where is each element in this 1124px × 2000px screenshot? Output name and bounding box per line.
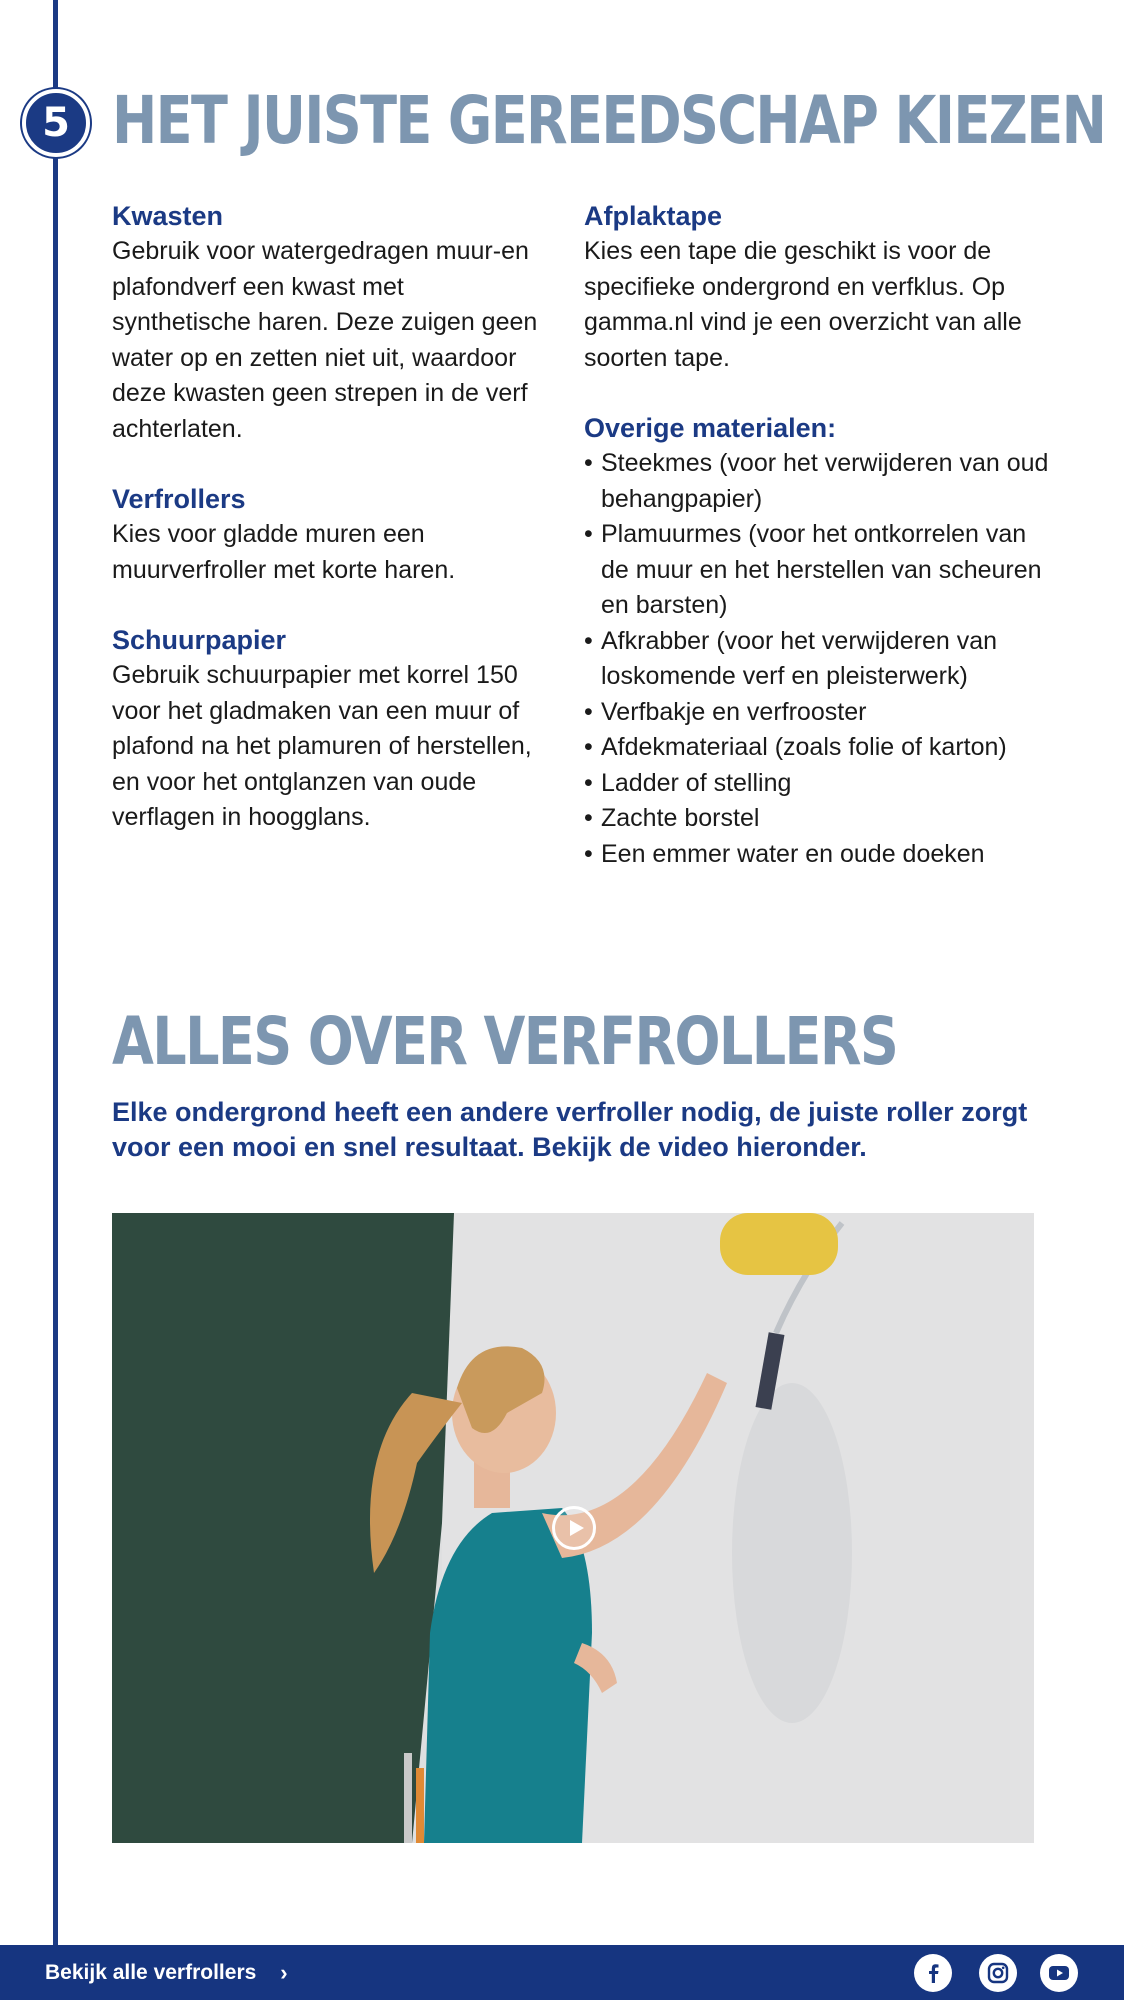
- rollers-section-title: ALLES OVER VERFROLLERS: [112, 1003, 898, 1080]
- facebook-icon-glyph: [922, 1962, 944, 1984]
- footer-bar: [0, 1945, 1124, 2000]
- tool-block-kwasten: [112, 198, 542, 447]
- chevron-right-icon: ›: [280, 1959, 288, 1985]
- video-player[interactable]: [112, 1213, 1034, 1843]
- tool-description: Kies een tape die geschikt is voor de specifieke ondergrond en verfklus. Op gamma.nl vind je een overzicht van alle soorten tape.: [584, 237, 1022, 372]
- facebook-icon[interactable]: [914, 1954, 952, 1992]
- section-title: HET JUISTE GEREEDSCHAP KIEZEN: [112, 82, 1106, 159]
- tool-block-afplaktape: [584, 198, 1054, 376]
- materials-block: [584, 410, 1054, 872]
- tools-left-column: [112, 198, 542, 870]
- tool-title: Afplaktape: [584, 201, 723, 231]
- list-item: • Afdekmateriaal (zoals folie of karton): [584, 730, 1054, 766]
- rollers-intro-text: Elke ondergrond heeft een andere verfroller nodig, de juiste roller zorgt voor een mooi en snel resultaat. Bekijk de video hieronder.: [112, 1097, 1028, 1162]
- step-number-badge: 5: [22, 89, 90, 157]
- materials-list: [584, 446, 1054, 872]
- tool-title: Kwasten: [112, 201, 224, 231]
- tool-block-verfrollers: [112, 481, 542, 588]
- instagram-icon-glyph: [986, 1961, 1010, 1985]
- tool-description: Kies voor gladde muren een muurverfroller met korte haren.: [112, 520, 456, 584]
- tool-title: Verfrollers: [112, 484, 246, 514]
- tool-description: Gebruik schuurpapier met korrel 150 voor het gladmaken van een muur of plafond na het plamuren of herstellen, en voor het ontglanzen van oude verflagen in hoogglans.: [112, 661, 532, 831]
- youtube-icon-glyph: [1047, 1961, 1071, 1985]
- view-all-rollers-link[interactable]: [45, 1945, 288, 2000]
- youtube-icon[interactable]: [1040, 1954, 1078, 1992]
- tool-block-schuurpapier: [112, 622, 542, 836]
- materials-title: Overige materialen:: [584, 413, 837, 443]
- footer-link-label: Bekijk alle verfrollers: [45, 1960, 257, 1984]
- tool-description: Gebruik voor watergedragen muur-en plafondverf een kwast met synthetische haren. Deze zuigen geen water op en zetten niet uit, waardoor deze kwasten geen strepen in de verf achterlaten.: [112, 237, 538, 443]
- list-item: • Verfbakje en verfrooster: [584, 695, 1054, 731]
- list-item: • Steekmes (voor het verwijderen van oud behangpapier): [584, 446, 1054, 517]
- list-item: • Plamuurmes (voor het ontkorrelen van de muur en het herstellen van scheuren en barsten): [584, 517, 1054, 624]
- play-button[interactable]: [552, 1506, 596, 1550]
- list-item: • Een emmer water en oude doeken: [584, 837, 1054, 873]
- tool-title: Schuurpapier: [112, 625, 287, 655]
- list-item: • Ladder of stelling: [584, 766, 1054, 802]
- list-item: • Afkrabber (voor het verwijderen van loskomende verf en pleisterwerk): [584, 624, 1054, 695]
- tools-right-column: [584, 198, 1054, 906]
- side-accent-line: [53, 0, 58, 1945]
- instagram-icon[interactable]: [979, 1954, 1017, 1992]
- list-item: • Zachte borstel: [584, 801, 1054, 837]
